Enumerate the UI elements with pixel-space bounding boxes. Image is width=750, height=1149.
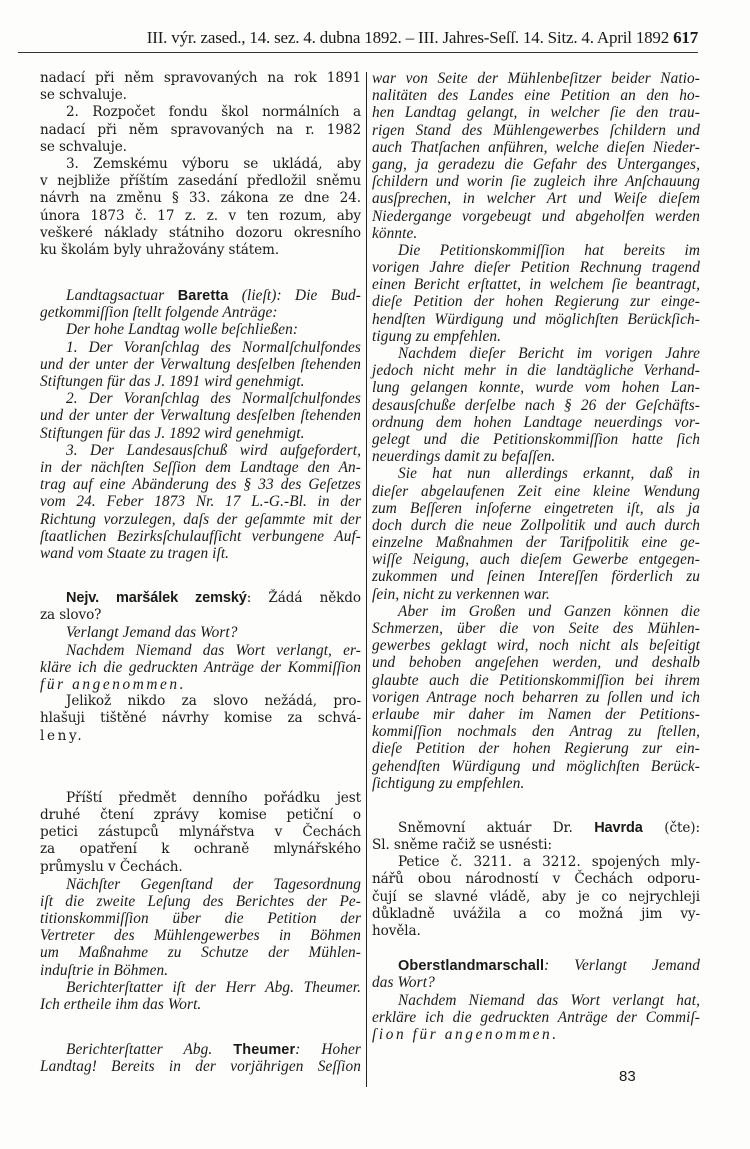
resolution-czech	[40, 70, 361, 259]
speaker-name: Theumer	[233, 1042, 296, 1059]
text-line: čují se slavné vládě, aby je co nejrychleji	[372, 888, 700, 905]
text-line: Jelikož nikdo za slovo nežádá, pro-	[66, 693, 361, 710]
text-line: könnte.	[372, 224, 418, 242]
speaker-line	[40, 287, 361, 304]
spacer	[40, 745, 361, 773]
text-line: se schvaluje.	[40, 138, 127, 155]
text-line: Stiftungen für das J. 1891 wird genehmigt.	[40, 373, 305, 390]
text-line: 1. Der Voranſchlag des Normalſchulfondes	[66, 338, 361, 356]
text-line: wiſſe Neigung, auch dieſem Gewerbe entgegen-	[372, 551, 700, 569]
baretta-reading	[40, 287, 361, 562]
text-line: einen Bericht erſtattet, in welchem ſie beantragt,	[372, 276, 700, 294]
text-line: nadací při něm spravovaných na r. 1982	[40, 121, 361, 138]
theumer-speech	[372, 70, 700, 792]
text-line: ſein, nicht zu verkennen war.	[372, 585, 550, 603]
text-line: wand vom Staate zu tragen iſt.	[40, 544, 230, 562]
text-line: hendſten Würdigung und möglichſten Berückſich-	[372, 310, 700, 328]
spacer	[40, 773, 361, 790]
text-line: Petice č. 3211. a 3212. spojených mly-	[398, 854, 700, 871]
text-line: nalitäten des Landes eine Petition an den ho-	[372, 87, 700, 105]
text-line: Verlangt Jemand das Wort?	[66, 624, 238, 642]
text-line: und der unter der Verwaltung desſelben ſtehenden	[40, 355, 361, 373]
text-line: trag auf eine Abänderung des § 33 des Geſetzes	[40, 476, 361, 494]
text-line: kläre ich die gedruckten Anträge der Kommiſſion	[40, 658, 361, 676]
header-german-session: III. Jahres-Seſſ. 14. Sitz. 4. April 1892	[418, 28, 670, 47]
text-line: Richtung vorzulegen, daſs der geſammte mit der	[40, 510, 361, 528]
text-line: vorigen Jahre dieſer Petition Rechnung tragend	[372, 259, 700, 277]
spacer	[40, 562, 361, 590]
speaker-title: Landtagsactuar	[66, 287, 165, 305]
text-line: ausſprechen, in welcher Art und Weiſe dieſem	[372, 190, 700, 208]
speaker-title: Sněmovní aktuár Dr.	[398, 819, 573, 836]
running-header	[28, 28, 698, 48]
text-line: titionskommiſſion über die Petition der	[40, 910, 361, 928]
text-line: Schmerzen, über die von Seite des Mühlen-	[372, 620, 700, 637]
text-line: Nachdem dieſer Bericht im vorigen Jahre	[398, 345, 700, 362]
text-line: dieſer abgelaufenen Zeit eine kleine Wendung	[372, 482, 700, 500]
header-separator: –	[405, 28, 414, 47]
text-line: za opatření k ochraně mlynářského	[40, 841, 361, 858]
marshal-statement	[40, 590, 361, 745]
header-czech-session: III. výr. zased., 14. sez. 4. dubna 1892.	[146, 28, 402, 47]
text-line: průmyslu v Čechách.	[40, 858, 183, 875]
text-line: 3. Zemskému výboru se ukládá, aby	[66, 155, 361, 172]
text-line: erlaube mir daher im Namen der Petitions-	[372, 705, 700, 723]
oberstlandmarschall-statement	[372, 957, 700, 1043]
text-line: 2. Rozpočet fondu škol normálních a	[66, 104, 361, 121]
text-line: Aber im Großen und Ganzen können die	[398, 602, 700, 620]
text-line: zukommen und ſeinen Intereſſen förderlich zu	[372, 568, 700, 586]
text-line: se schvaluje.	[40, 87, 127, 104]
text-line: Landtag! Bereits in der vorjährigen Seſſion	[40, 1058, 361, 1076]
speaker-remark: (lieſt): Die Bud-	[241, 287, 361, 305]
havrda-reading	[372, 820, 700, 940]
speaker-remark: (čte):	[664, 819, 700, 836]
text-line: hen Landtag gelangt, in welcher ſie den trau-	[372, 104, 700, 122]
text-line: das Wort?	[372, 974, 435, 992]
text-line: Niedergange vorgebeugt und abgeholfen werden	[372, 207, 700, 225]
text-line: dieſe Petition der hohen Regierung zur ein-	[372, 740, 700, 758]
text-line: hlašuji tištěné návrhy komise za schvá-	[40, 710, 361, 727]
text-line: za slovo?	[40, 607, 102, 624]
text-line: Sie hat nun allerdings erkannt, daß in	[398, 465, 700, 483]
text-line: ku školám byly uhražovány státem.	[40, 241, 280, 258]
speaker-remark: : Hoher	[295, 1041, 361, 1059]
text-line: und behoben angeſehen werden, und deshalb	[372, 654, 700, 672]
text-line: 2. Der Voranſchlag des Normalſchulfondes	[66, 390, 361, 408]
text-line: Sl. sněme račiž se usnésti:	[372, 837, 552, 854]
speaker-name: Oberstlandmarschall	[398, 958, 545, 975]
text-line: nářů obou národností v Čechách odporu-	[372, 871, 700, 888]
text-line: Ich ertheile ihm das Wort.	[40, 996, 202, 1013]
text-line: Nachdem Niemand das Wort verlangt, er-	[66, 641, 361, 659]
text-line: gewerbes geklagt wird, noch nicht als beſeitigt	[372, 637, 700, 655]
text-line: tigung zu empfehlen.	[372, 327, 502, 345]
speaker-name: Havrda	[594, 819, 643, 836]
header-rule	[18, 52, 698, 53]
agenda-german	[40, 876, 361, 1014]
theumer-intro	[40, 1041, 361, 1075]
text-line: induſtrie in Böhmen.	[40, 961, 169, 979]
text-line: lung gelangen konnte, wurde vom hohen Lan-	[372, 379, 700, 397]
text-line: Stiftungen für das J. 1892 wird genehmigt.	[40, 424, 305, 442]
speaker-line	[40, 590, 361, 607]
text-line: Vertreter des Mühlengewerbes in Böhmen	[40, 927, 361, 945]
speaker-name: Nejv. maršálek zemský	[66, 590, 247, 607]
text-line: vom 24. Feber 1873 Nr. 17 L.-G.-Bl. in der	[40, 493, 361, 511]
text-line: Berichterſtatter iſt der Herr Abg. Theumer.	[66, 978, 361, 996]
text-line: druhé čtení zprávy komise petiční o	[40, 806, 361, 823]
text-line: und der unter der Verwaltung desſelben ſtehenden	[40, 407, 361, 425]
page-number: 83	[619, 1068, 636, 1085]
text-line: getkommiſſion ſtellt folgende Anträge:	[40, 304, 278, 322]
text-line: war von Seite der Mühlenbeſitzer beider Natio-	[372, 70, 700, 87]
agenda-czech	[40, 790, 361, 876]
text-line: leny.	[40, 727, 85, 744]
spacer	[40, 259, 361, 287]
text-line: ſion für angenommen.	[372, 1025, 559, 1043]
text-line: kommiſſion nochmals den Antrag zu ſtellen,	[372, 723, 700, 741]
text-line: in der nächſten Seſſion dem Landtage den An-	[40, 458, 361, 476]
text-line: 3. Der Landesausſchuß wird aufgefordert,	[66, 441, 361, 459]
text-line: zum Beſſeren inſoferne eingetreten iſt, als ja	[372, 499, 700, 517]
text-line: jedoch nicht mehr in die landtägliche Verhand-	[372, 362, 700, 380]
text-line: glaubte auch die Petitionskommiſſion bei ihrem	[372, 671, 700, 689]
text-line: veškeré náklady státniho dozoru okresního	[40, 224, 361, 241]
text-line: Nachdem Niemand das Wort verlangt hat,	[398, 991, 700, 1009]
text-line: dieſe Petition der hohen Regierung zur einge-	[372, 293, 700, 311]
speaker-remark: : Žádá někdo	[246, 590, 361, 607]
text-line: gang, ja geradezu die Gefahr des Unterganges,	[372, 155, 700, 173]
spacer	[40, 1013, 361, 1041]
left-column	[40, 70, 361, 1076]
text-line: ſichtigung zu empfehlen.	[372, 774, 525, 792]
text-line: petici zástupců mlynářstva v Čechách	[40, 824, 361, 841]
text-line: rigen Stand des Mühlengewerbes ſchildern und	[372, 121, 700, 139]
text-line: ſchildern und worin ſie zugleich ihre Anſchauung	[372, 173, 700, 191]
text-line: für angenommen.	[40, 676, 187, 693]
speaker-line	[40, 1041, 361, 1058]
text-line: einzelne Maßnahmen der Tarifpolitik eine ge-	[372, 534, 700, 552]
text-line: v nejbliže příštím zasedání předložil sněmu	[40, 173, 361, 190]
header-page-ref: 617	[673, 28, 698, 47]
speaker-line	[372, 820, 700, 837]
text-line: doch durch die neue Zollpolitik und auch durch	[372, 516, 700, 534]
text-line: gehendſten Würdigung und möglichſten Berück-	[372, 757, 700, 775]
text-line: ordnung dem hohen Landtage neuerdings vor-	[372, 413, 700, 431]
spacer	[372, 940, 700, 957]
text-line: ſtaatlichen Bezirksſchulaufſicht verbungene Auf-	[40, 527, 361, 545]
spacer	[372, 792, 700, 820]
text-line: neuerdings damit zu befaſſen.	[372, 448, 556, 466]
text-line: desausſchuße derſelbe nach § 26 der Geſchäfts-	[372, 396, 700, 414]
speaker-name: Baretta	[177, 288, 229, 305]
column-divider	[366, 72, 367, 1087]
text-line: důkladně uvážila a co možná jim vy-	[372, 905, 700, 922]
text-line: um Maßnahme zu Schutze der Mühlen-	[40, 944, 361, 962]
text-line: auch Thatſachen anführen, welche dieſen Nieder-	[372, 138, 700, 156]
text-line: nadací při něm spravovaných na rok 1891	[40, 70, 361, 86]
text-line: erkläre ich die gedruckten Anträge der Commiſ-	[372, 1008, 700, 1026]
speaker-line	[372, 957, 700, 974]
text-line: Der hohe Landtag wolle beſchließen:	[66, 321, 299, 339]
text-line: února 1873 č. 17 z. z. v ten rozum, aby	[40, 207, 361, 224]
text-line: Nächſter Gegenſtand der Tagesordnung	[66, 875, 361, 893]
text-line: Příští předmět denního pořádku jest	[66, 789, 361, 806]
right-column	[372, 70, 700, 1043]
text-line: gelegt und die Petitionskommiſſion hatte ſich	[372, 430, 700, 448]
text-line: návrh na změnu § 33. zákona ze dne 24.	[40, 190, 361, 207]
text-line: iſt die zweite Leſung des Berichtes der Pe-	[40, 892, 361, 910]
text-line: vorigen Antrage noch beharren zu ſollen und ich	[372, 688, 700, 706]
speaker-remark: : Verlangt Jemand	[544, 957, 700, 975]
text-line: hověla.	[372, 923, 421, 939]
speaker-title: Berichterſtatter Abg.	[66, 1041, 213, 1059]
text-line: Die Petitionskommiſſion hat bereits im	[398, 241, 700, 259]
